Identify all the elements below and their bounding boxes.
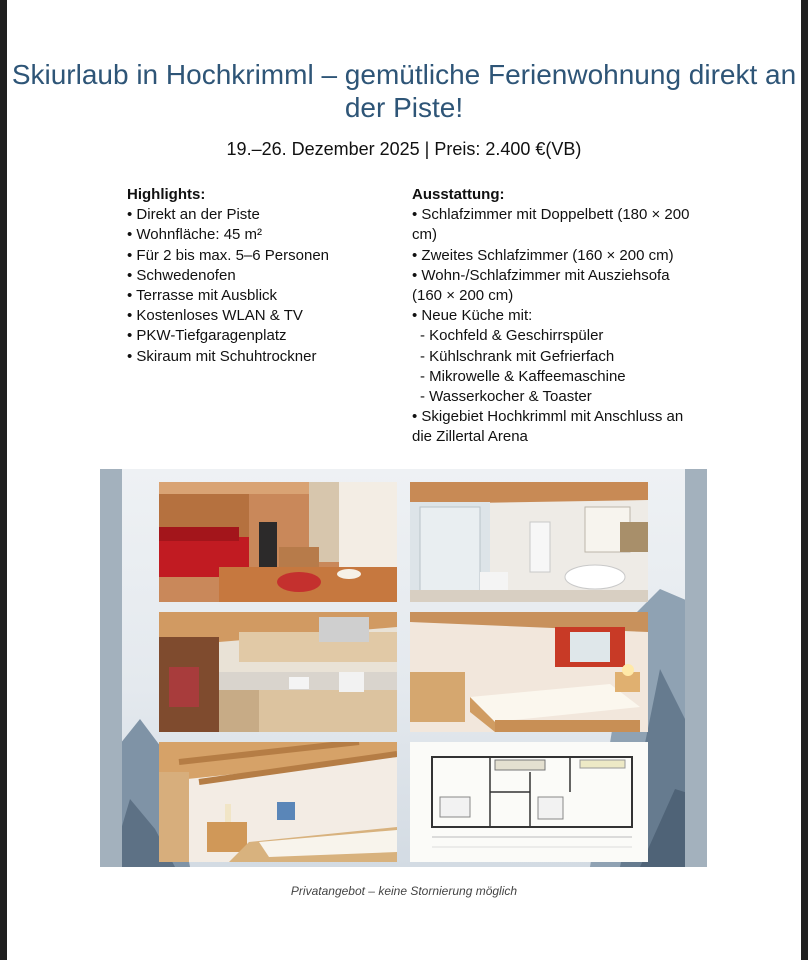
list-item: • Wohn-/Schlafzimmer mit Ausziehsofa (160 × 200 cm) <box>412 266 670 305</box>
kitchen-photo <box>159 612 397 732</box>
list-item: • PKW-Tiefgaragenplatz <box>127 327 287 345</box>
list-subitem: - Kühlschrank mit Gefrierfach <box>420 347 615 365</box>
floor-plan-image <box>410 742 648 862</box>
photo-collage <box>100 469 707 867</box>
list-item: • Kostenloses WLAN & TV <box>127 307 303 325</box>
list-item: • Neue Küche mit: <box>412 307 533 325</box>
list-item: • Wohnfläche: 45 m² <box>127 226 263 244</box>
list-subitem: - Mikrowelle & Kaffeemaschine <box>420 367 626 385</box>
list-item: • Direkt an der Piste <box>127 206 260 224</box>
document-page <box>7 0 801 960</box>
page-title: Skiurlaub in Hochkrimml – gemütliche Ferienwohnung direkt an der Piste! <box>11 59 797 123</box>
list-item: • Zweites Schlafzimmer (160 × 200 cm) <box>412 246 674 264</box>
list-item: • Schlafzimmer mit Doppelbett (180 × 200 cm) <box>412 206 690 244</box>
equipment-section <box>412 185 692 448</box>
list-subitem: - Wasserkocher & Toaster <box>420 388 592 406</box>
bedroom-photo <box>410 612 648 732</box>
list-item: • Schwedenofen <box>127 266 236 284</box>
date-price-line: 19.–26. Dezember 2025 | Preis: 2.400 €(VB) <box>226 139 582 159</box>
list-item: • Skiraum mit Schuhtrockner <box>127 347 317 365</box>
list-item: • Für 2 bis max. 5–6 Personen <box>127 246 330 264</box>
bathroom-photo <box>410 482 648 602</box>
footer-caption: Privatangebot – keine Stornierung möglich <box>290 884 518 898</box>
list-subitem: - Kochfeld & Geschirrspüler <box>420 327 604 345</box>
living-room-photo <box>159 482 397 602</box>
highlights-section <box>127 185 387 367</box>
collage-edge-left <box>100 469 122 867</box>
list-item: • Terrasse mit Ausblick <box>127 287 278 305</box>
equipment-heading: Ausstattung: <box>412 186 505 203</box>
highlights-list <box>127 205 387 367</box>
equipment-list <box>412 205 692 447</box>
second-bedroom-photo <box>159 742 397 862</box>
list-item: • Skigebiet Hochkrimml mit Anschluss an die Zillertal Arena <box>412 408 684 446</box>
highlights-heading: Highlights: <box>127 186 206 203</box>
collage-edge-right <box>685 469 707 867</box>
